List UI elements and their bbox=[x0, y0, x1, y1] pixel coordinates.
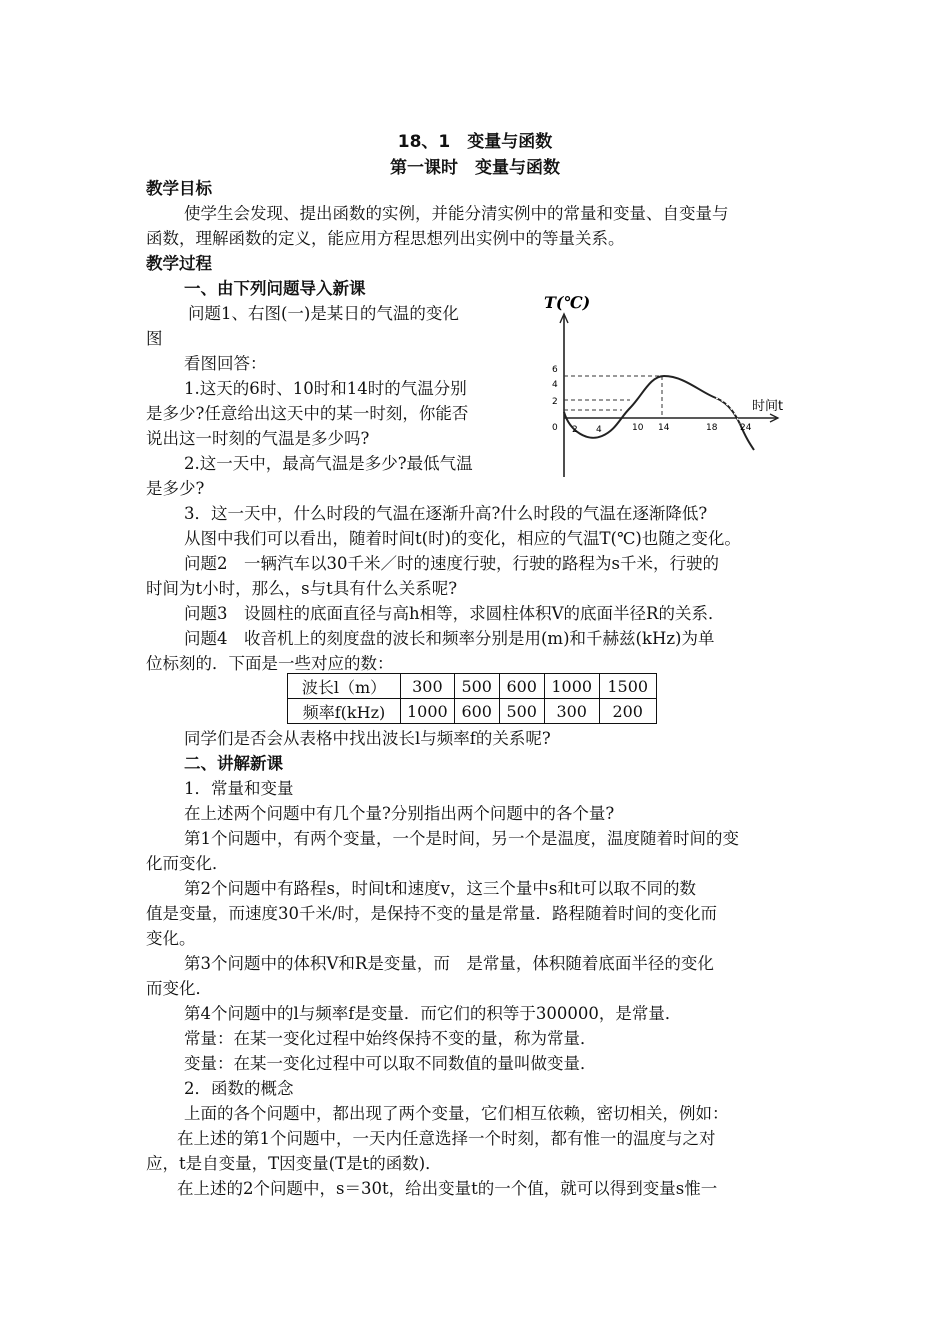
paragraph-line: 在上述的第1个问题中，一天内任意选择一个时刻，都有惟一的温度与之对 bbox=[177, 1129, 716, 1148]
x-tick-label: 2 bbox=[572, 425, 578, 435]
question-1-line: 图 bbox=[146, 329, 163, 348]
table-cell: 1000 bbox=[401, 699, 455, 724]
question-4-ask: 同学们是否会从表格中找出波长l与频率f的关系呢? bbox=[184, 729, 551, 748]
y-tick-label: 4 bbox=[552, 380, 558, 390]
paragraph-line: 上面的各个问题中，都出现了两个变量，它们相互依赖，密切相关，例如： bbox=[184, 1104, 729, 1123]
table-cell: 1000 bbox=[544, 674, 599, 699]
paragraph-line: 第3个问题中的体积V和R是变量，而 是常量，体积随着底面半径的变化 bbox=[184, 954, 714, 973]
x-tick-label: 10 bbox=[632, 423, 644, 433]
table-cell: 300 bbox=[401, 674, 455, 699]
table-cell: 1500 bbox=[599, 674, 656, 699]
paragraph-line: 值是变量，而速度30千米/时，是保持不变的量是常量．路程随着时间的变化而 bbox=[146, 904, 718, 923]
question-3-line: 问题3 设圆柱的底面直径与高h相等，求圆柱体积V的底面半径R的关系． bbox=[184, 604, 725, 623]
y-tick-label: 0 bbox=[552, 423, 558, 433]
table-cell: 300 bbox=[544, 699, 599, 724]
table-cell: 500 bbox=[454, 674, 499, 699]
goals-paragraph-line: 函数，理解函数的定义，能应用方程思想列出实例中的等量关系。 bbox=[146, 229, 625, 248]
question-1-prompt: 看图回答： bbox=[184, 354, 267, 373]
table-row bbox=[288, 699, 657, 724]
y-axis-label: T(℃) bbox=[544, 293, 591, 312]
table-row bbox=[288, 674, 657, 699]
x-axis-label: 时间t bbox=[752, 399, 784, 414]
table-cell: 500 bbox=[499, 699, 544, 724]
definition-constant: 常量：在某一变化过程中始终保持不变的量，称为常量． bbox=[184, 1029, 597, 1048]
table-cell: 600 bbox=[454, 699, 499, 724]
temperature-graph bbox=[540, 292, 800, 482]
dashed-segment bbox=[716, 398, 740, 424]
paragraph-line: 第2个问题中有路程s，时间t和速度v，这三个量中s和t可以取不同的数 bbox=[184, 879, 697, 898]
paragraph-line: 第1个问题中，有两个变量，一个是时间，另一个是温度，温度随着时间的变 bbox=[184, 829, 739, 848]
x-tick-label: 24 bbox=[740, 423, 752, 433]
x-tick-label: 4 bbox=[596, 425, 602, 435]
heading-teaching-process: 教学过程 bbox=[146, 254, 212, 273]
x-tick-label: 18 bbox=[706, 423, 718, 433]
y-tick-label: 2 bbox=[552, 397, 558, 407]
y-tick-label: 6 bbox=[552, 365, 558, 375]
paragraph-line: 第4个问题中的l与频率f是变量．而它们的积等于300000，是常量． bbox=[184, 1004, 682, 1023]
x-tick-label: 14 bbox=[658, 423, 670, 433]
question-1-item: 2.这一天中，最高气温是多少?最低气温 bbox=[184, 454, 473, 473]
table-cell: 600 bbox=[499, 674, 544, 699]
heading-teaching-goals: 教学目标 bbox=[146, 179, 212, 198]
question-1-item: 1.这天的6时、10时和14时的气温分别 bbox=[184, 379, 467, 398]
question-4-line: 问题4 收音机上的刻度盘的波长和频率分别是用(m)和千赫兹(kHz)为单 bbox=[184, 629, 715, 648]
table-cell: 200 bbox=[599, 699, 656, 724]
question-2-line: 时间为t小时，那么，s与t具有什么关系呢? bbox=[146, 579, 458, 598]
section-constants-variables: 1．常量和变量 bbox=[184, 779, 294, 798]
question-1-item: 说出这一时刻的气温是多少吗? bbox=[146, 429, 370, 448]
table-cell: 波长l（m） bbox=[288, 674, 401, 699]
question-1-line: 问题1、右图(一)是某日的气温的变化 bbox=[188, 304, 459, 323]
paragraph-line: 在上述的2个问题中，s＝30t，给出变量t的一个值，就可以得到变量s惟一 bbox=[177, 1179, 718, 1198]
temperature-curve bbox=[564, 376, 754, 450]
subheading-new-lesson: 二、讲解新课 bbox=[184, 754, 283, 773]
document-subtitle: 第一课时 变量与函数 bbox=[390, 158, 560, 178]
subheading-intro: 一、由下列问题导入新课 bbox=[184, 279, 366, 298]
table-cell: 频率f(kHz) bbox=[288, 699, 401, 724]
wavelength-frequency-table bbox=[287, 673, 657, 724]
paragraph-line: 在上述两个问题中有几个量?分别指出两个问题中的各个量? bbox=[184, 804, 615, 823]
goals-paragraph-line: 使学生会发现、提出函数的实例，并能分清实例中的常量和变量、自变量与 bbox=[184, 204, 729, 223]
definition-variable: 变量：在某一变化过程中可以取不同数值的量叫做变量． bbox=[184, 1054, 597, 1073]
paragraph-line: 而变化． bbox=[146, 979, 212, 998]
question-1-item: 是多少? bbox=[146, 479, 205, 498]
question-1-observation: 从图中我们可以看出，随着时间t(时)的变化，相应的气温T(℃)也随之变化。 bbox=[184, 529, 741, 548]
question-4-line: 位标刻的．下面是一些对应的数： bbox=[146, 654, 394, 673]
document-title: 18、1 变量与函数 bbox=[397, 132, 553, 152]
question-2-line: 问题2 一辆汽车以30千米／时的速度行驶，行驶的路程为s千米，行驶的 bbox=[184, 554, 719, 573]
question-1-item: 3．这一天中，什么时段的气温在逐渐升高?什么时段的气温在逐渐降低? bbox=[184, 504, 708, 523]
paragraph-line: 应，t是自变量，T因变量(T是t的函数)． bbox=[146, 1154, 442, 1173]
section-function-concept: 2．函数的概念 bbox=[184, 1079, 294, 1098]
paragraph-line: 化而变化． bbox=[146, 854, 229, 873]
paragraph-line: 变化。 bbox=[146, 929, 196, 948]
question-1-item: 是多少?任意给出这天中的某一时刻，你能否 bbox=[146, 404, 469, 423]
